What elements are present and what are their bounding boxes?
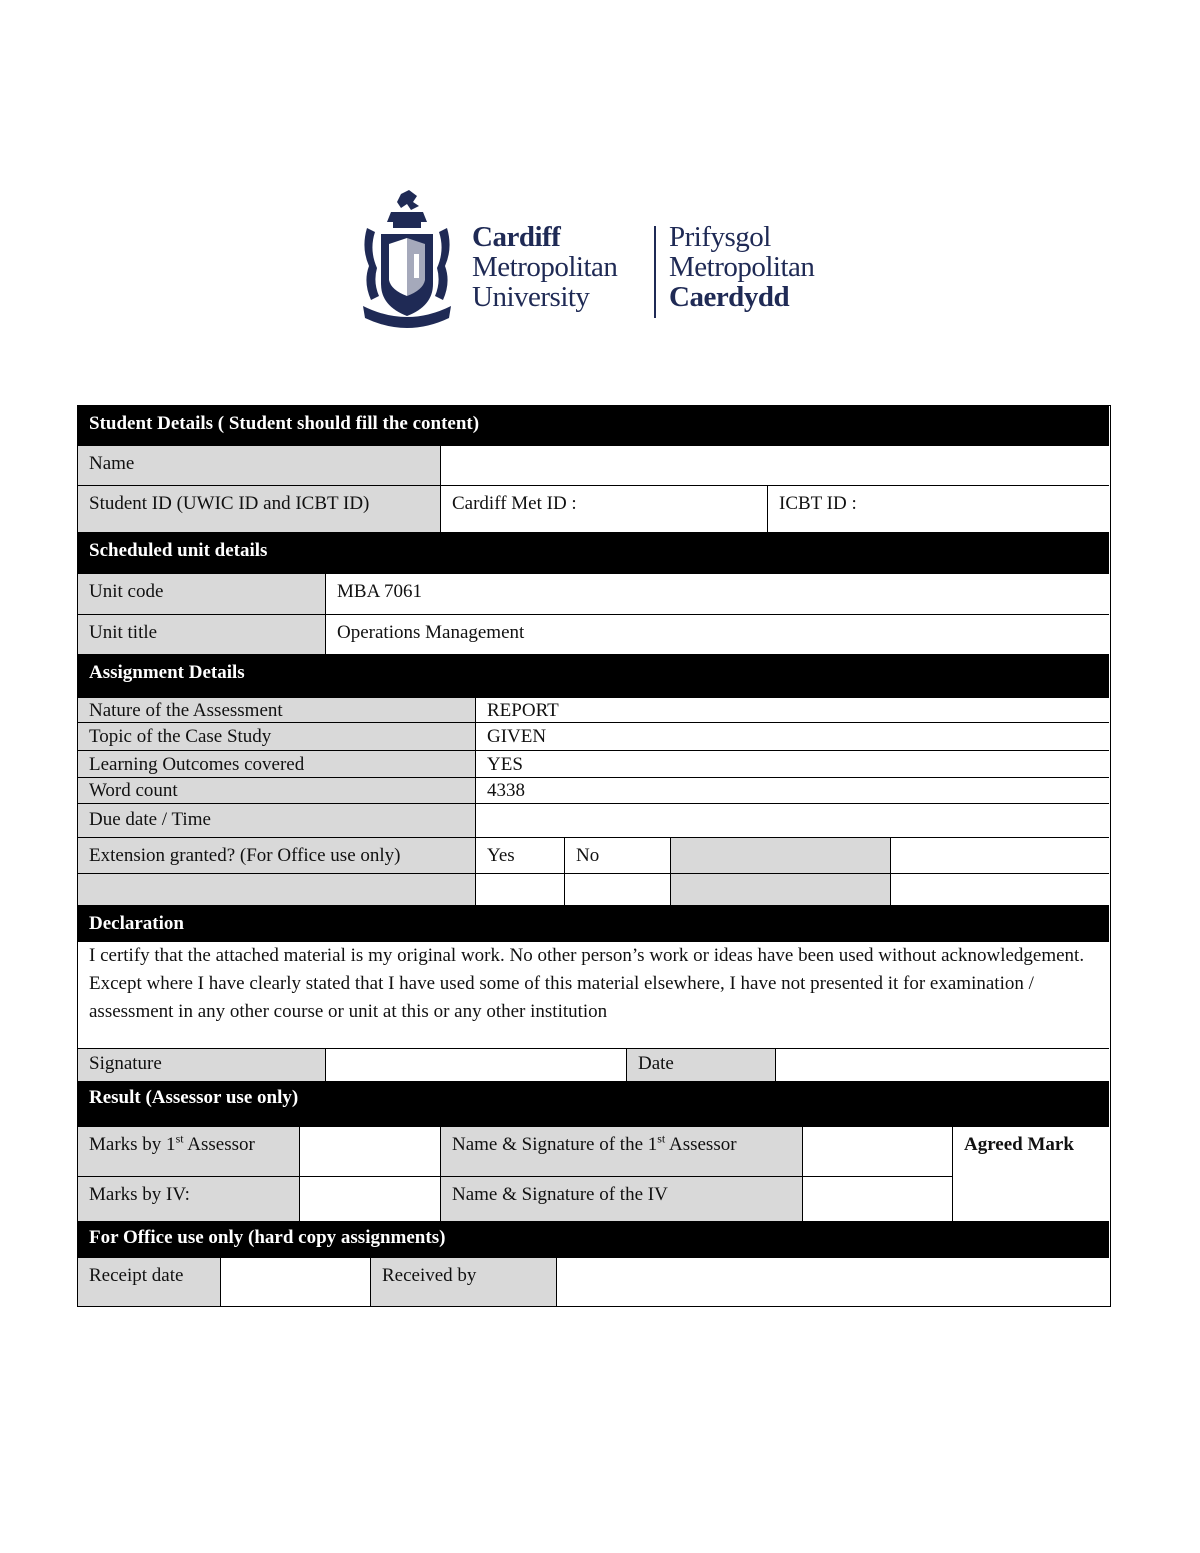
name-field[interactable] xyxy=(441,446,1109,486)
word-count-label: Word count xyxy=(78,778,476,804)
logo-english-line-1: Cardiff xyxy=(472,221,561,253)
learning-outcomes-value: YES xyxy=(476,751,1109,778)
unit-code-value: MBA 7061 xyxy=(326,574,1109,615)
learning-outcomes-label: Learning Outcomes covered xyxy=(78,751,476,778)
logo-welsh-text xyxy=(669,222,814,312)
marks-first-assessor-field[interactable] xyxy=(300,1127,441,1177)
office-use-header: For Office use only (hard copy assignments) xyxy=(78,1222,1109,1258)
due-date-label: Due date / Time xyxy=(78,804,476,838)
unit-details-header: Scheduled unit details xyxy=(78,533,1109,574)
logo-english-text xyxy=(472,222,617,312)
logo-welsh-line-2: Metropolitan xyxy=(669,251,815,283)
result-header: Result (Assessor use only) xyxy=(78,1082,1109,1127)
extension-row2-shaded xyxy=(671,874,891,906)
topic-value: GIVEN xyxy=(476,723,1109,751)
logo-welsh-line-1: Prifysgol xyxy=(669,221,771,253)
marks-iv-field[interactable] xyxy=(300,1177,441,1222)
received-by-label: Received by xyxy=(371,1258,557,1306)
name-signature-first-assessor-label: Name & Signature of the 1st Assessor xyxy=(441,1127,803,1177)
word-count-value: 4338 xyxy=(476,778,1109,804)
date-label: Date xyxy=(627,1049,776,1082)
date-field[interactable] xyxy=(776,1049,1109,1082)
signature-label: Signature xyxy=(78,1049,326,1082)
topic-label: Topic of the Case Study xyxy=(78,723,476,751)
university-crest-icon xyxy=(357,188,457,334)
declaration-text: I certify that the attached material is my original work. No other person’s work or ideas have been used without acknowledgement. Except where I have clearly stated that I have used some of this material elsewhere, I have not presented it for examination / assessment in any other course or unit at this or any other institution xyxy=(78,942,1109,1049)
student-details-header: Student Details ( Student should fill the content) xyxy=(78,406,1109,446)
extension-label: Extension granted? (For Office use only) xyxy=(78,838,476,874)
receipt-date-field[interactable] xyxy=(221,1258,371,1306)
receipt-date-label: Receipt date xyxy=(78,1258,221,1306)
marks-first-assessor-label: Marks by 1st Assessor xyxy=(78,1127,300,1177)
unit-code-label: Unit code xyxy=(78,574,326,615)
unit-title-label: Unit title xyxy=(78,615,326,655)
cardiff-met-id-field[interactable]: Cardiff Met ID : xyxy=(441,486,768,533)
received-by-field[interactable] xyxy=(557,1258,1109,1306)
extension-row2-blank[interactable] xyxy=(891,874,1109,906)
nature-value: REPORT xyxy=(476,698,1109,723)
extension-row2-label xyxy=(78,874,476,906)
extension-row2-yes[interactable] xyxy=(476,874,565,906)
icbt-id-field[interactable]: ICBT ID : xyxy=(768,486,1109,533)
extension-blank-cell[interactable] xyxy=(891,838,1109,874)
logo-welsh-line-3: Caerdydd xyxy=(669,281,790,313)
extension-no[interactable]: No xyxy=(565,838,671,874)
unit-title-value: Operations Management xyxy=(326,615,1109,655)
university-logo xyxy=(357,188,843,334)
name-signature-iv-label: Name & Signature of the IV xyxy=(441,1177,803,1222)
logo-divider xyxy=(654,226,656,318)
logo-english-line-2: Metropolitan xyxy=(472,251,618,283)
extension-row2-no[interactable] xyxy=(565,874,671,906)
agreed-mark-cell[interactable]: Agreed Mark xyxy=(953,1127,1109,1222)
marks-iv-label: Marks by IV: xyxy=(78,1177,300,1222)
student-id-label: Student ID (UWIC ID and ICBT ID) xyxy=(78,486,441,533)
name-signature-iv-field[interactable] xyxy=(803,1177,953,1222)
declaration-header: Declaration xyxy=(78,906,1109,942)
name-signature-first-assessor-field[interactable] xyxy=(803,1127,953,1177)
extension-yes[interactable]: Yes xyxy=(476,838,565,874)
logo-english-line-3: University xyxy=(472,281,590,313)
signature-field[interactable] xyxy=(326,1049,627,1082)
assignment-details-header: Assignment Details xyxy=(78,655,1109,698)
extension-shaded-cell xyxy=(671,838,891,874)
nature-label: Nature of the Assessment xyxy=(78,698,476,723)
due-date-field[interactable] xyxy=(476,804,1109,838)
name-label: Name xyxy=(78,446,441,486)
assignment-cover-form xyxy=(77,405,1111,1307)
